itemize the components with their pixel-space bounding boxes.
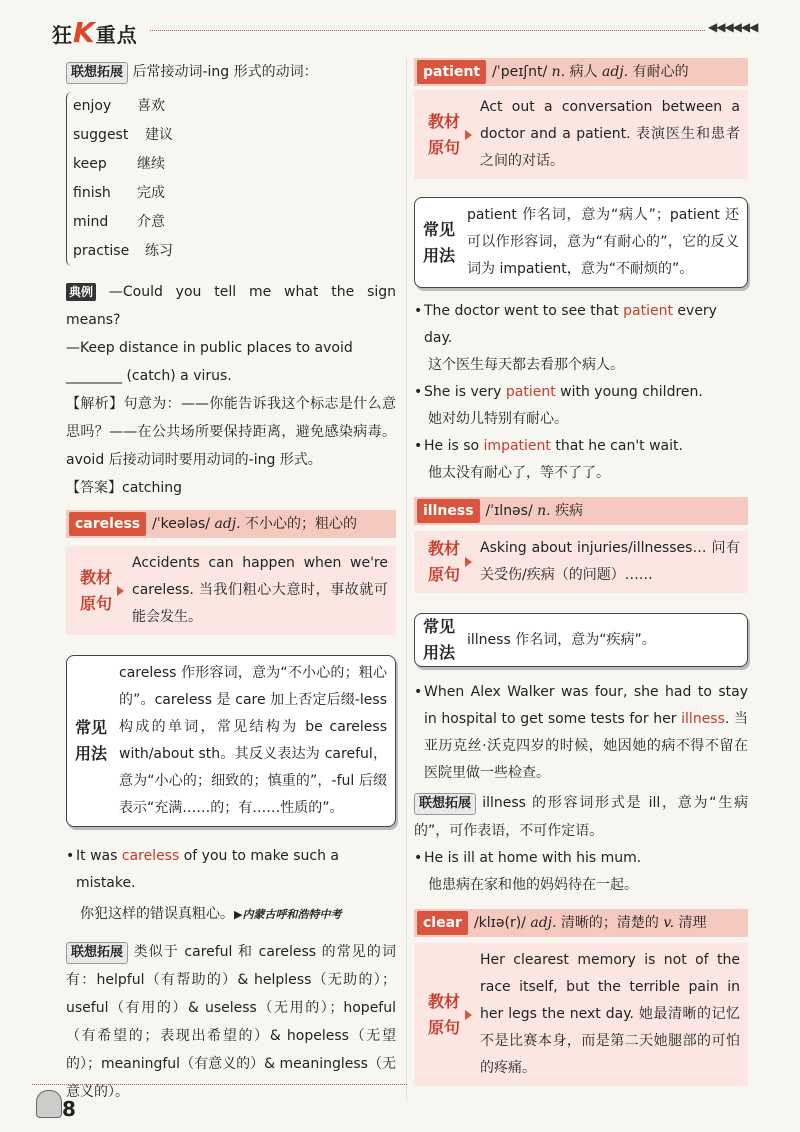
meaning: 疾病 xyxy=(555,502,584,519)
assoc-tag: 联想拓展 xyxy=(414,793,476,815)
verb-en: enjoy xyxy=(73,98,112,114)
ex-highlight: patient xyxy=(623,303,673,319)
ex-text: It was xyxy=(76,848,122,864)
verb-zh: 喜欢 xyxy=(137,98,165,114)
label-line: 常见 xyxy=(422,219,455,239)
usage-label xyxy=(415,198,463,287)
pos: n. xyxy=(537,502,551,519)
label-line: 原句 xyxy=(427,1017,460,1037)
ex-zh: 你犯这样的错误真粗心。 xyxy=(80,906,234,922)
usage-text: illness 作名词，意为“疾病”。 xyxy=(467,631,656,648)
label-line: 原句 xyxy=(427,137,460,157)
meaning: 病人 xyxy=(569,63,598,80)
header-arrows-icon: ◀◀◀◀◀◀ xyxy=(708,20,758,34)
example-block xyxy=(66,278,396,502)
phonetic: /ˈkeələs/ xyxy=(152,515,211,532)
ex-highlight: careless xyxy=(121,848,180,864)
ex-source: ▶内蒙古呼和浩特中考 xyxy=(234,908,342,921)
example-zh: 这个医生每天都去看那个病人。 xyxy=(428,357,624,373)
ex-text: of you to make such a mistake. xyxy=(76,848,340,891)
assoc-ing-heading xyxy=(66,60,396,84)
bulb-icon xyxy=(36,1090,62,1118)
usage-text: careless 作形容词，意为“不小心的；粗心的”。careless 是 care 加上否定后缀-less 构成的单词，常见结构为 be careless with/about sth。其反义表达为 careful，意为“小心的；细致的；慎重的”，-ful 后缀表示“充满……的；有……性质的”。 xyxy=(119,665,387,816)
answer-text: 【答案】catching xyxy=(66,480,182,496)
label-line: 教材 xyxy=(427,539,460,558)
word-phonetic xyxy=(492,62,688,83)
ex-highlight: illness xyxy=(681,711,725,727)
label-line: 用法 xyxy=(422,643,455,662)
word-bar-clear xyxy=(414,909,748,937)
example-zh xyxy=(66,901,396,928)
label-line: 常见 xyxy=(74,718,107,737)
word-bar-patient xyxy=(414,58,748,86)
example-zh: 他太没有耐心了，等不了了。 xyxy=(428,465,610,481)
word-phonetic xyxy=(474,913,707,934)
usage-box-illness xyxy=(414,613,748,667)
list-item xyxy=(73,237,396,266)
meaning: 不小心的；粗心的 xyxy=(245,515,358,532)
verb-list xyxy=(66,92,396,266)
logo-text-2: 重点 xyxy=(95,23,138,47)
word-bar-careless xyxy=(66,510,396,538)
source-box-illness xyxy=(414,531,748,593)
label-line: 常见 xyxy=(422,617,455,636)
label-line: 原句 xyxy=(79,593,112,613)
ex-highlight: patient xyxy=(505,384,556,400)
usage-text: patient 作名词，意为“病人”；patient 还可以作形容词，意为“有耐心的”，它的反义词为 impatient，意为“不耐烦的”。 xyxy=(467,207,739,277)
illness-examples xyxy=(414,679,748,899)
verb-zh: 继续 xyxy=(137,156,165,172)
pos: adj. xyxy=(214,515,241,532)
example-zh: 他患病在家和他的妈妈待在一起。 xyxy=(428,877,638,893)
pos: v. xyxy=(663,914,675,931)
source-text: Accidents can happen when we're careless. 当我们粗心大意时，事故就可能会发生。 xyxy=(132,555,388,625)
assoc-careless xyxy=(66,938,396,1106)
source-box-clear xyxy=(414,943,748,1086)
pos: adj. xyxy=(530,914,557,931)
list-item: • He is ill at home with his mum. xyxy=(414,845,748,872)
meaning: 清理 xyxy=(678,914,707,931)
assoc-text: 后常接动词-ing 形式的动词： xyxy=(132,64,318,80)
ex-text: He is so xyxy=(424,438,484,454)
label-line: 教材 xyxy=(427,991,460,1011)
list-item: • He is so impatient that he can't wait. xyxy=(414,438,683,454)
analysis-text: 【解析】句意为：——你能告诉我这个标志是什么意思吗？——在公共场所要保持距离，避免感染病毒。avoid 后接动词时要用动词的-ing 形式。 xyxy=(66,396,396,468)
example-line: ________ (catch) a virus. xyxy=(66,368,232,384)
ex-text: with young children. xyxy=(555,384,703,400)
list-item: • The doctor went to see that patient every day. xyxy=(414,303,717,346)
source-box-patient xyxy=(414,90,748,179)
patient-examples xyxy=(414,298,748,487)
ex-text: She is very xyxy=(424,384,506,400)
usage-box-careless xyxy=(66,655,396,827)
ex-text: He is ill at home with his mum. xyxy=(424,850,642,866)
logo-k: K xyxy=(73,16,96,49)
verb-zh: 介意 xyxy=(137,214,165,230)
label-line: 原句 xyxy=(427,565,460,584)
source-label xyxy=(414,531,474,593)
phonetic: /ˈpeɪʃnt/ xyxy=(492,63,548,80)
meaning: 有耐心的 xyxy=(632,63,689,80)
source-text: Asking about injuries/illnesses… 问有关受伤/疾病（的问题）…… xyxy=(480,540,740,583)
ex-highlight: impatient xyxy=(483,438,551,454)
word-tag: illness xyxy=(417,499,480,523)
source-label xyxy=(66,546,126,635)
verb-zh: 完成 xyxy=(137,185,165,201)
word-tag: careless xyxy=(69,512,146,536)
assoc-text: illness 的形容词形式是 ill，意为“生病的”，可作表语，不可作定语。 xyxy=(414,795,748,839)
page-number: 8 xyxy=(62,1097,76,1121)
example-tag: 典例 xyxy=(66,283,96,301)
word-tag: clear xyxy=(417,911,468,935)
word-phonetic xyxy=(152,514,357,535)
example-zh: 她对幼儿特别有耐心。 xyxy=(428,411,568,427)
ex-text: every day. xyxy=(424,303,717,346)
logo-text: 狂 xyxy=(52,23,73,47)
example-line: —Could you tell me what the sign means? xyxy=(66,284,397,328)
source-label xyxy=(414,943,474,1086)
source-box-careless xyxy=(66,546,396,635)
word-tag: patient xyxy=(417,60,486,84)
verb-zh: 建议 xyxy=(145,127,173,143)
list-item: • She is very patient with young children. xyxy=(414,384,703,400)
label-line: 用法 xyxy=(74,744,107,763)
assoc-illness xyxy=(414,789,748,845)
word-bar-illness xyxy=(414,497,748,525)
list-item xyxy=(73,179,396,208)
ex-text: The doctor went to see that xyxy=(424,303,624,319)
label-line: 用法 xyxy=(422,245,455,265)
list-item xyxy=(73,150,396,179)
label-line: 教材 xyxy=(427,111,460,131)
list-item xyxy=(73,92,396,121)
verb-en: suggest xyxy=(73,127,129,143)
list-item xyxy=(73,208,396,237)
word-phonetic xyxy=(486,501,584,522)
footer-divider xyxy=(32,1084,407,1085)
right-column xyxy=(414,58,748,1086)
example-line: —Keep distance in public places to avoid xyxy=(66,340,353,356)
usage-label xyxy=(67,656,115,826)
ex-text: When Alex Walker was four, she had to stay in hospital to get some tests for her xyxy=(424,684,748,727)
source-text: Act out a conversation between a doctor and a patient. 表演医生和患者之间的对话。 xyxy=(480,99,740,169)
header-divider xyxy=(150,30,705,31)
ex-text: . 当亚历克丝·沃克四岁的时候，她因她的病不得不留在医院里做一些检查。 xyxy=(424,711,748,781)
column-divider xyxy=(406,60,407,1100)
verb-zh: 练习 xyxy=(145,243,173,259)
list-item: • It was careless of you to make such a mistake. xyxy=(66,848,340,891)
pos: n. xyxy=(551,63,566,80)
phonetic: /ˈɪlnəs/ xyxy=(485,502,533,519)
careless-example xyxy=(66,843,396,928)
verb-en: mind xyxy=(73,214,109,230)
label-line: 教材 xyxy=(79,567,112,587)
assoc-tag: 联想拓展 xyxy=(66,942,128,964)
list-item xyxy=(73,121,396,150)
verb-en: keep xyxy=(73,156,107,172)
meaning: 清晰的；清楚的 xyxy=(560,914,659,931)
source-label xyxy=(414,90,474,179)
assoc-text: 类似于 careful 和 careless 的常见的词有：helpful（有帮助的）& helpless（无助的）；useful（有用的）& useless（无用的）；hopeful（有希望的；表现出希望的）& hopeless（无望的）；meaningful（有意义的）& meaningless（无意义的）。 xyxy=(66,944,397,1100)
assoc-tag: 联想拓展 xyxy=(66,62,128,84)
verb-en: practise xyxy=(73,243,130,259)
usage-box-patient xyxy=(414,197,748,288)
verb-en: finish xyxy=(73,185,111,201)
list-item: • When Alex Walker was four, she had to stay in hospital to get some tests for her illness. 当亚历克丝·沃克四岁的时候，她因她的病不得不留在医院里做一些检查。 xyxy=(414,684,748,781)
pos: adj. xyxy=(602,63,629,80)
ex-text: that he can't wait. xyxy=(550,438,683,454)
header-logo xyxy=(52,12,138,54)
usage-label xyxy=(415,614,463,666)
source-text: Her clearest memory is not of the race itself, but the terrible pain in her legs the next day. 她最清晰的记忆不是比赛本身，而是第二天她腿部的可怕的疼痛。 xyxy=(480,952,740,1076)
left-column xyxy=(66,60,396,1106)
phonetic: /klɪə(r)/ xyxy=(473,914,526,931)
